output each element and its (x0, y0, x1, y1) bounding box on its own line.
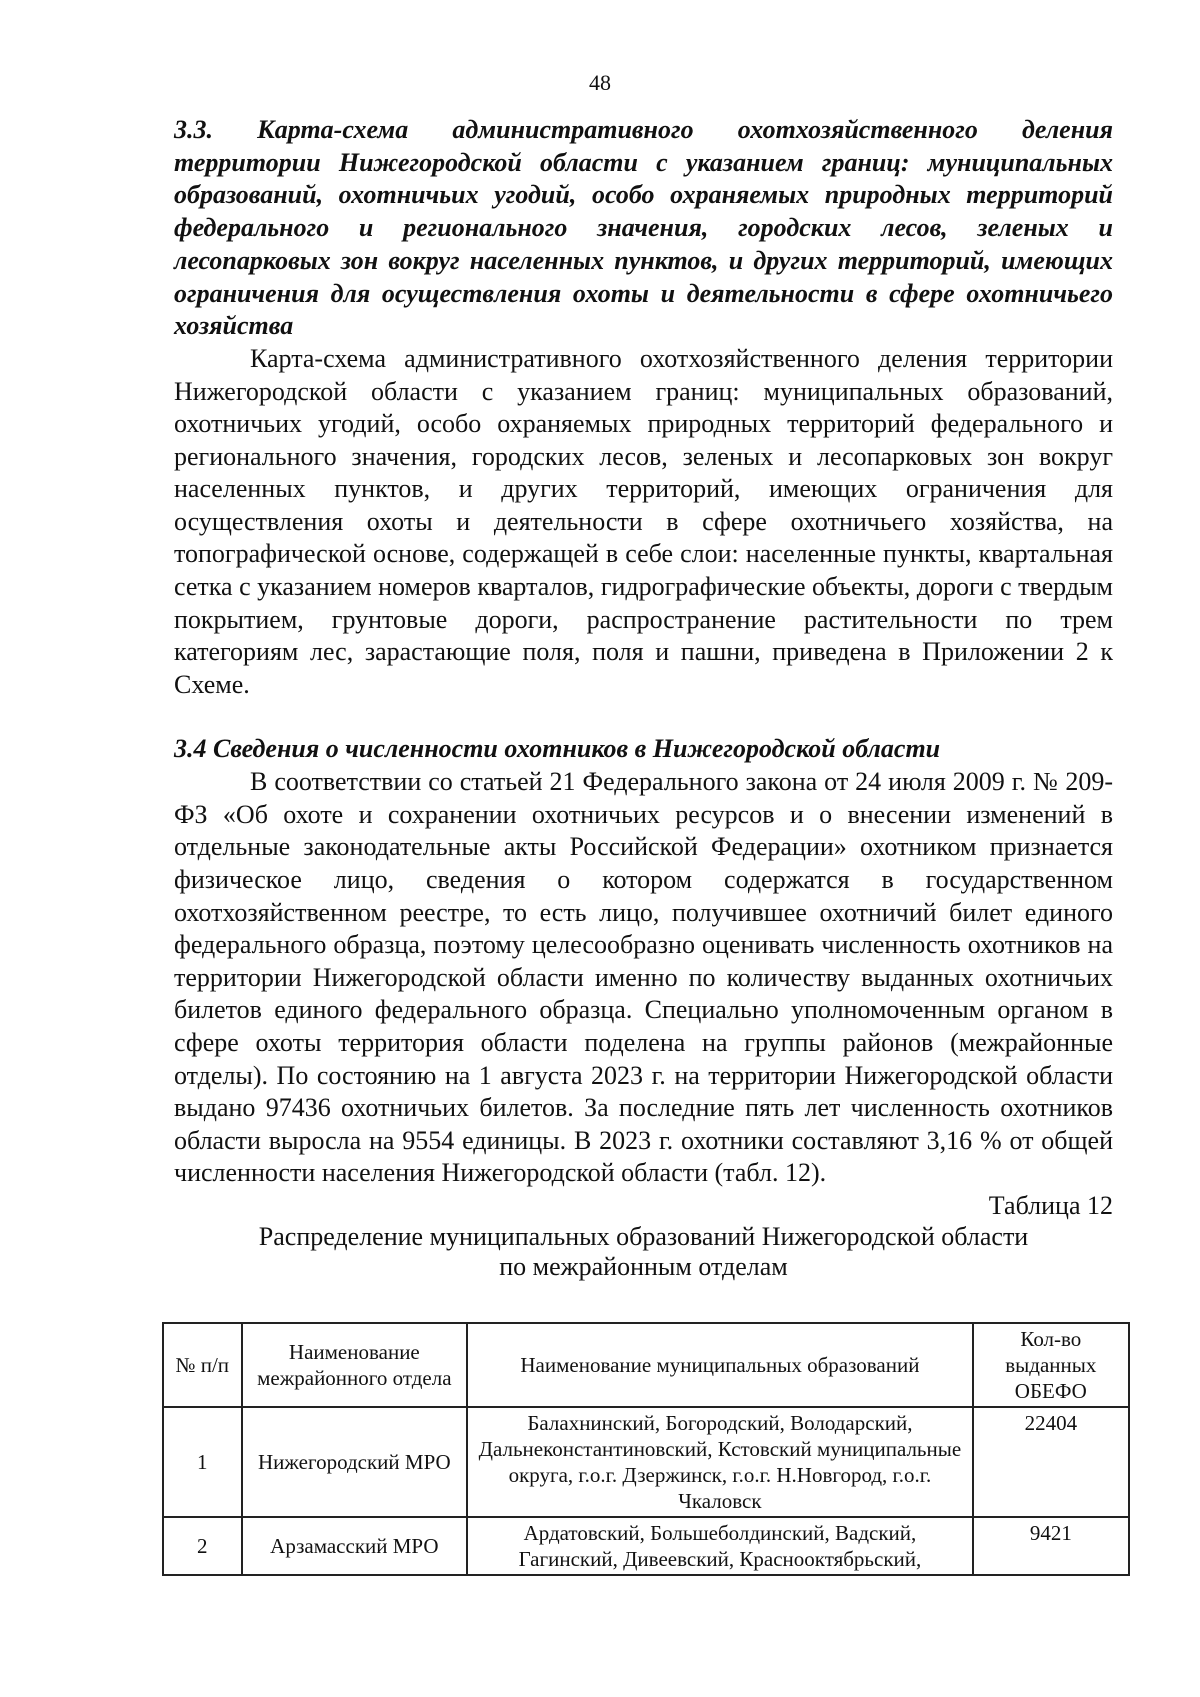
row-municipalities: Ардатовский, Большеболдинский, Вадский, Гагинский, Дивеевский, Краснооктябрьский, (467, 1517, 972, 1575)
table-row (163, 1517, 1129, 1575)
table-caption-line-2: по межрайонным отделам (499, 1251, 788, 1281)
table-row (163, 1407, 1129, 1517)
header-department: Наименование межрайонного отдела (242, 1323, 468, 1407)
section-3-3-paragraph: Карта-схема административного охотхозяйственного деления территории Нижегородской области с указанием границ: муниципальных образований, охотничьих угодий, особо охраняемых природных территорий федерального и регионального значения, городских лесов, зеленых и лесопарковых зон вокруг населенных пунктов, и других территорий, имеющих ограничения для осуществления охоты и деятельности в сфере охотничьего хозяйства, на топографической основе, содержащей в себе слои: населенные пункты, квартальная сетка с указанием номеров кварталов, гидрографические объекты, дороги с твердым покрытием, грунтовые дороги, распространение растительности по трем категориям лес, зарастающие поля, поля и пашни, приведена в Приложении 2 к Схеме. (174, 343, 1113, 699)
row-department: Арзамасский МРО (242, 1517, 468, 1575)
header-municipalities: Наименование муниципальных образований (467, 1323, 972, 1407)
page-number: 48 (589, 70, 611, 95)
municipalities-table (162, 1322, 1130, 1576)
section-3-4-paragraph: В соответствии со статьей 21 Федерального закона от 24 июля 2009 г. № 209-ФЗ «Об охоте и сохранении охотничьих ресурсов и о внесении изменений в отдельные законодательные акты Российской Федерации» охотником признается физическое лицо, сведения о котором содержатся в государственном охотхозяйственном реестре, то есть лицо, получившее охотничий билет единого федерального образца, поэтому целесообразно оценивать численность охотников на территории Нижегородской области именно по количеству выданных охотничьих билетов единого федерального образца. Специально уполномоченным органом в сфере охоты территория области поделена на группы районов (межрайонные отделы). По состоянию на 1 августа 2023 г. на территории Нижегородской области выдано 97436 охотничьих билетов. За последние пять лет численность охотников области выросла на 9554 единицы. В 2023 г. охотники составляют 3,16 % от общей численности населения Нижегородской области (табл. 12). (174, 767, 1113, 1188)
header-count: Кол-во выданных ОБЕФО (973, 1323, 1129, 1407)
section-3-4-heading: 3.4 Сведения о численности охотников в Нижегородской области (174, 734, 941, 764)
table-caption-line-1: Распределение муниципальных образований Нижегородской области (258, 1221, 1029, 1251)
row-municipalities: Балахнинский, Богородский, Володарский, Дальнеконстантиновский, Кстовский муниципальные округа, г.о.г. Дзержинск, г.о.г. Н.Новгород, г.о.г. Чкаловск (467, 1407, 972, 1517)
row-num: 2 (163, 1517, 242, 1575)
row-count: 22404 (973, 1407, 1129, 1517)
row-num: 1 (163, 1407, 242, 1517)
table-number: Таблица 12 (988, 1190, 1113, 1220)
row-department: Нижегородский МРО (242, 1407, 468, 1517)
page-content (174, 114, 1113, 1282)
row-count: 9421 (973, 1517, 1129, 1575)
header-num: № п/п (163, 1323, 242, 1407)
table-header-row (163, 1323, 1129, 1407)
section-spacer (174, 701, 1113, 733)
section-3-3-heading: 3.3. Карта-схема административного охотхозяйственного деления территории Нижегородской области с указанием границ: муниципальных образований, охотничьих угодий, особо охраняемых природных территорий федерального и регионального значения, городских лесов, зеленых и лесопарковых зон вокруг населенных пунктов, и других территорий, имеющих ограничения для осуществления охоты и деятельности в сфере охотничьего хозяйства (174, 115, 1113, 341)
